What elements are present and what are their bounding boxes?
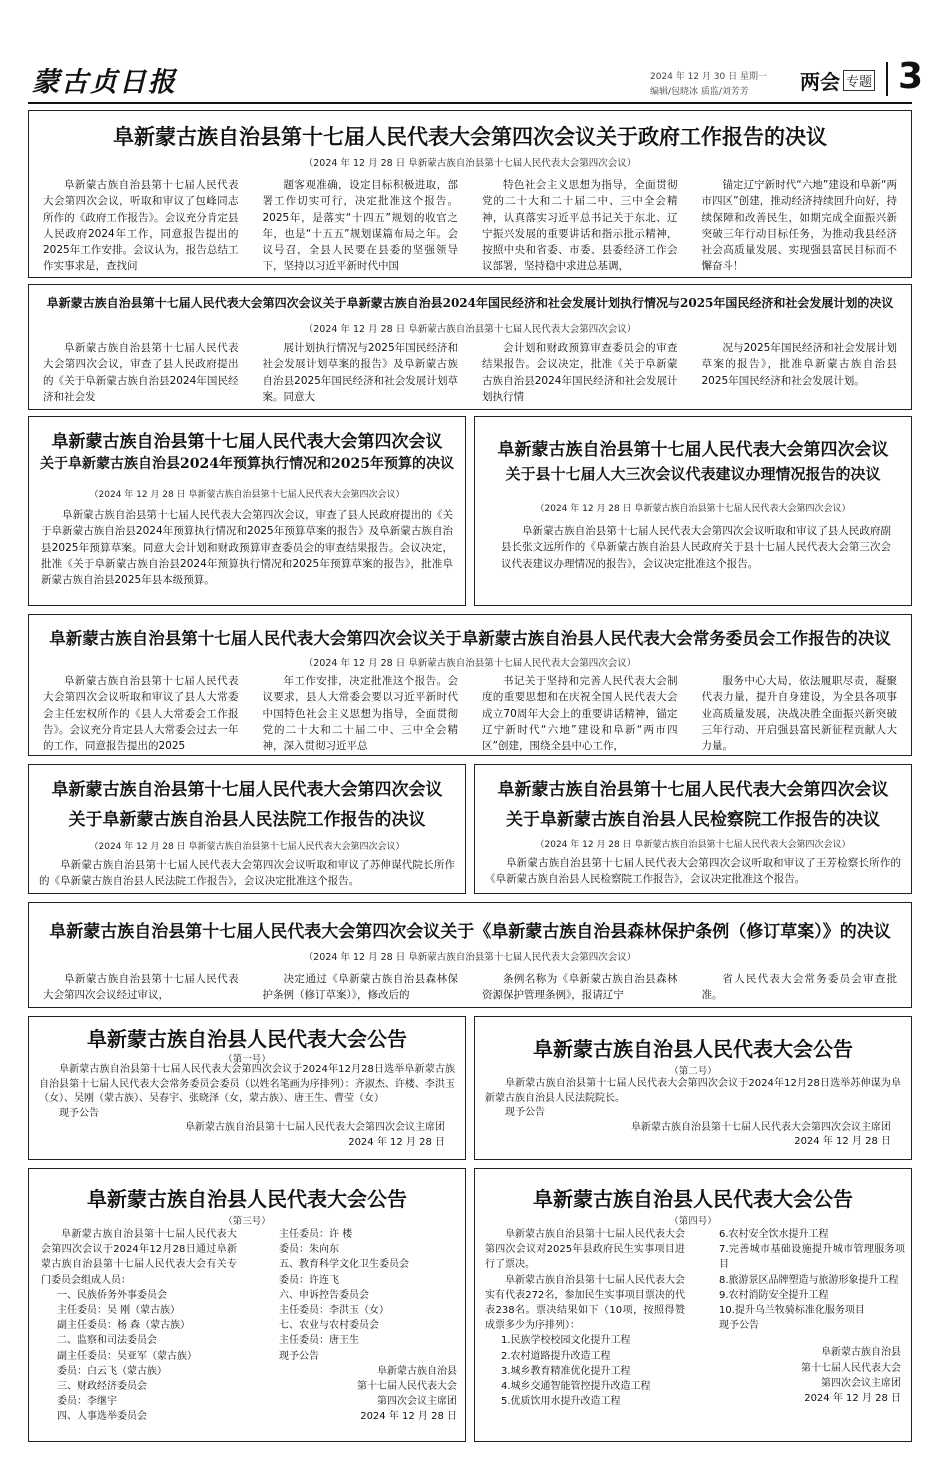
notice-signature: 第四次会议主席团: [821, 1377, 901, 1389]
article-standing-committee: [28, 614, 912, 756]
article-title-line2: 关于县十七届人大三次会议代表建议办理情况报告的决议: [505, 465, 881, 483]
article-title: 阜新蒙古族自治县第十七届人民代表大会第四次会议关于政府工作报告的决议: [113, 124, 827, 149]
committee-line: 委员：许连飞: [279, 1274, 339, 1286]
article-title: 阜新蒙古族自治县第十七届人民代表大会第四次会议关于阜新蒙古族自治县2024年国民经济和社会发展计划执行情况与2025年国民经济和社会发展计划的决议: [46, 296, 894, 310]
body-column: 阜新蒙古族自治县第十七届人民代表大会第四次会议，审查了县人民政府提出的《关于阜新蒙古族自治县2024年国民经济和社会发: [43, 342, 239, 403]
notice-body: [485, 1077, 901, 1150]
notice-text: 阜新蒙古族自治县第十七届人民代表大会第四次会议对2025年县政府民生实事项目进行了票决。: [485, 1229, 685, 1271]
project-item: 2.农村道路提升改造工程: [501, 1350, 611, 1362]
article-title-line1: 阜新蒙古族自治县第十七届人民代表大会第四次会议: [51, 432, 443, 452]
notice-4: [474, 1168, 912, 1442]
body-column: 决定通过《阜新蒙古族自治县森林保护条例（修订草案）》，修改后的: [262, 973, 458, 1002]
committee-line: 委员：李继宇: [57, 1396, 117, 1408]
article-body: [43, 673, 897, 754]
article-proposals: [474, 416, 912, 606]
notice-right-column: [703, 1227, 905, 1406]
project-item: 1.民族学校校园文化提升工程: [501, 1335, 631, 1347]
notice-title: 阜新蒙古族自治县人民代表大会公告: [533, 1037, 853, 1061]
article-title-line1: 阜新蒙古族自治县第十七届人民代表大会第四次会议: [497, 440, 889, 460]
notice-signature: 第四次会议主席团: [377, 1396, 457, 1408]
body-column: 条例名称为《阜新蒙古族自治县森林资源保护管理条例》，报请辽宁: [482, 973, 678, 1002]
project-item: 4.城乡交通智能管控提升改造工程: [501, 1381, 651, 1393]
notice-number: （第一号）: [223, 1054, 271, 1065]
article-body: 阜新蒙古族自治县第十七届人民代表大会第四次会议听取和审议了王芳检察长所作的《阜新蒙古族自治县人民检察院工作报告》，会议决定批准这个报告。: [485, 857, 901, 886]
article-economic-plan: [28, 284, 912, 410]
notice-date: 2024 年 12 月 28 日: [804, 1393, 901, 1405]
body-column: 题客观准确，设定目标积极进取，部署工作切实可行，决定批准这个报告。2025年，是落实“十四五”规划的收官之年，也是“十五五”规划谋篇布局之年。会议号召，全县人民要在县委的坚强领导下，坚持以习近平新时代中国: [262, 179, 458, 273]
notice-signature: 阜新蒙古族自治县第十七届人民代表大会第四次会议主席团: [631, 1121, 891, 1133]
notice-text: 阜新蒙古族自治县第十七届人民代表大会实有代表272名，参加民生实事项目票决的代表238名。票决结果如下（10项，按照得赞成票多少为序排列）：: [485, 1274, 685, 1332]
article-subtitle: （2024 年 12 月 28 日 阜新蒙古族自治县第十七届人民代表大会第四次会议）: [535, 504, 851, 514]
masthead-rule: [28, 102, 912, 104]
notice-left-column: [485, 1227, 685, 1409]
notice-signature: 第十七届人民代表大会: [801, 1362, 901, 1374]
issue-date: 2024 年 12 月 30 日 星期一: [650, 72, 767, 82]
article-forest-regulation: [28, 902, 912, 1008]
project-item: 8.旅游景区品牌塑造与旅游形象提升工程: [719, 1274, 899, 1286]
committee-line: 五、教育科学文化卫生委员会: [279, 1259, 409, 1271]
page-number: 3: [898, 56, 924, 97]
body-column: 展计划执行情况与2025年国民经济和社会发展计划草案的报告》及阜新蒙古族自治县2025年国民经济和社会发展计划草案。同意大: [262, 342, 458, 403]
body-column: 书记关于坚持和完善人民代表大会制度的重要思想和在庆祝全国人民代表大会成立70周年大会上的重要讲话精神，锚定辽宁新时代“六地”建设和阜新“两市四区”创建，围绕全县中心工作，: [482, 675, 678, 753]
body-column: 阜新蒙古族自治县第十七届人民代表大会第四次会议，听取和审议了包峰同志所作的《政府工作报告》。会议充分肯定县人民政府2024年工作，同意报告提出的2025年工作安排。会议认为，报告总结工作实事求是，查找问: [43, 179, 239, 273]
notice-left-column: [41, 1227, 237, 1425]
section-tag: 专题: [843, 70, 875, 91]
committee-line: 二、监察和司法委员会: [57, 1335, 157, 1347]
notice-signature: 第十七届人民代表大会: [357, 1381, 457, 1393]
notice-date: 2024 年 12 月 28 日: [348, 1136, 445, 1148]
editor-credit: 编辑/包晓冰 质监/刘芳芳: [650, 87, 749, 97]
committee-line: 委员：朱向东: [279, 1244, 339, 1256]
body-column: 年工作安排，决定批准这个报告。会议要求，县人大常委会要以习近平新时代中国特色社会主义思想为指导，全面贯彻党的二十大和二十届二中、三中全会精神，深入贯彻习近平总: [262, 675, 458, 753]
notice-signature: 阜新蒙古族自治县: [821, 1347, 901, 1359]
notice-closing: 现予公告: [505, 1107, 545, 1118]
notice-closing: 现予公告: [59, 1107, 99, 1119]
masthead: [30, 56, 924, 104]
article-budget: [28, 416, 466, 606]
article-title: 阜新蒙古族自治县第十七届人民代表大会第四次会议关于阜新蒙古族自治县人民代表大会常务委员会工作报告的决议: [49, 629, 891, 648]
project-item: 6.农村安全饮水提升工程: [719, 1229, 829, 1240]
committee-line: 主任委员：许 楼: [279, 1229, 353, 1240]
article-title-line2: 关于阜新蒙古族自治县人民检察院工作报告的决议: [506, 810, 880, 830]
article-body: 阜新蒙古族自治县第十七届人民代表大会第四次会议听取和审议了县人民政府副县长张文远所作的《阜新蒙古族自治县人民政府关于县十七届人民代表大会第三次会议代表建议办理情况的报告》，会议决定批准这个报告。: [501, 525, 891, 570]
notice-closing: 现予公告: [279, 1350, 319, 1362]
notice-text: 阜新蒙古族自治县第十七届人民代表大会第四次会议于2024年12月28日选举阜新蒙古族自治县第十七届人民代表大会常务委员会委员（以姓名笔画为序排列）：齐淑杰、许楼、李洪玉（女）、吴刚（蒙古族）、吴春宇、张晓泽（女，蒙古族）、唐王生、曹莹（女）: [39, 1064, 455, 1104]
article-title-line2: 关于阜新蒙古族自治县人民法院工作报告的决议: [68, 810, 426, 830]
article-title-line2: 关于阜新蒙古族自治县2024年预算执行情况和2025年预算的决议: [40, 456, 454, 472]
project-item: 7.完善城市基础设施提升城市管理服务项目: [719, 1244, 905, 1271]
committee-line: 三、财政经济委员会: [57, 1381, 147, 1393]
notice-text: 阜新蒙古族自治县第十七届人民代表大会第四次会议于2024年12月28日选举苏伸谋为阜新蒙古族自治县人民法院院长。: [485, 1078, 901, 1104]
article-subtitle: （2024 年 12 月 28 日 阜新蒙古族自治县第十七届人民代表大会第四次会议）: [535, 840, 851, 850]
project-item: 9.农村消防安全提升工程: [719, 1289, 829, 1301]
notice-date: 2024 年 12 月 28 日: [794, 1136, 891, 1147]
article-body: 阜新蒙古族自治县第十七届人民代表大会第四次会议听取和审议了苏伸谋代院长所作的《阜新蒙古族自治县人民法院工作报告》，会议决定批准这个报告。: [39, 859, 455, 888]
article-subtitle: （2024 年 12 月 28 日 阜新蒙古族自治县第十七届人民代表大会第四次会议）: [303, 324, 637, 335]
article-body: [43, 177, 897, 275]
article-subtitle: （2024 年 12 月 28 日 阜新蒙古族自治县第十七届人民代表大会第四次会议）: [89, 490, 405, 500]
notice-3: [28, 1168, 466, 1442]
project-item: 5.优质饮用水提升改造工程: [501, 1396, 621, 1408]
committee-line: 主任委员：唐王生: [279, 1335, 359, 1347]
notice-body: [39, 1063, 455, 1150]
notice-2: [474, 1016, 912, 1160]
committee-line: 副主任委员：吴亚军（蒙古族）: [57, 1350, 197, 1362]
article-subtitle: （2024 年 12 月 28 日 阜新蒙古族自治县第十七届人民代表大会第四次会议）: [303, 158, 637, 169]
committee-line: 委员：白云飞（蒙古族）: [57, 1365, 167, 1377]
article-gov-report: [28, 110, 912, 278]
body-column: 阜新蒙古族自治县第十七届人民代表大会第四次会议经过审议，: [43, 973, 239, 1002]
body-column: 服务中心大局，依法履职尽责，凝聚代表力量，提升自身建设，为全县各项事业高质量发展，决战决胜全面振兴新突破三年行动、开启强县富民新征程贡献人大力量。: [701, 675, 897, 753]
committee-line: 六、申诉控告委员会: [279, 1289, 369, 1301]
notice-number: （第二号）: [669, 1066, 717, 1077]
notice-title: 阜新蒙古族自治县人民代表大会公告: [87, 1187, 407, 1211]
committee-line: 主任委员：李洪玉（女）: [279, 1305, 389, 1317]
notice-signature: 阜新蒙古族自治县: [377, 1365, 457, 1377]
newspaper-logo: 蒙古贞日报: [32, 67, 177, 98]
article-title-line1: 阜新蒙古族自治县第十七届人民代表大会第四次会议: [497, 780, 889, 800]
section-title: [800, 66, 875, 95]
article-title: 阜新蒙古族自治县第十七届人民代表大会第四次会议关于《阜新蒙古族自治县森林保护条例（修订草案）》的决议: [49, 922, 891, 942]
notice-closing: 现予公告: [719, 1320, 759, 1332]
notice-number: （第三号）: [223, 1216, 271, 1227]
committee-line: 四、人事选举委员会: [57, 1411, 147, 1423]
body-column: 省人民代表大会常务委员会审查批准。: [701, 973, 897, 1002]
notice-intro: 阜新蒙古族自治县第十七届人民代表大会第四次会议于2024年12月28日通过阜新蒙古族自治县第十七届人民代表大会有关专门委员会组成人员：: [41, 1229, 237, 1286]
article-body: 阜新蒙古族自治县第十七届人民代表大会第四次会议，审查了县人民政府提出的《关于阜新蒙古族自治县2024年预算执行情况和2025年预算草案的报告》及阜新蒙古族自治县2025年预算草案。同意大会计划和财政预算审查委员会的审查结果报告。会议决定，批准《关于阜新蒙古族自治县2024年预算执行情况和2025年预算草案的报告》，批准阜新蒙古族自治县2025年县本级预算。: [41, 509, 453, 587]
body-column: 阜新蒙古族自治县第十七届人民代表大会第四次会议听取和审议了县人大常委会主任宏权所作的《县人大常委会工作报告》。会议充分肯定县人大常委会过去一年的工作，同意报告提出的2025: [43, 675, 239, 753]
article-subtitle: （2024 年 12 月 28 日 阜新蒙古族自治县第十七届人民代表大会第四次会议）: [89, 842, 405, 852]
article-title-line1: 阜新蒙古族自治县第十七届人民代表大会第四次会议: [51, 780, 443, 800]
notice-title: 阜新蒙古族自治县人民代表大会公告: [533, 1187, 853, 1211]
article-subtitle: （2024 年 12 月 28 日 阜新蒙古族自治县第十七届人民代表大会第四次会议）: [303, 952, 637, 963]
notice-title: 阜新蒙古族自治县人民代表大会公告: [87, 1027, 407, 1051]
article-body: [43, 971, 897, 1004]
committee-line: 七、农业与农村委员会: [279, 1320, 379, 1332]
notice-signature: 阜新蒙古族自治县第十七届人民代表大会第四次会议主席团: [185, 1122, 445, 1133]
committee-line: 一、民族侨务外事委员会: [57, 1289, 167, 1301]
article-procuratorate: [474, 764, 912, 894]
body-column: 锚定辽宁新时代“六地”建设和阜新“两市四区”创建，推动经济持续回升向好，持续保障和改善民生，如期完成全面振兴新突破三年行动目标任务，为推动我县经济社会高质量发展、实现强县富民目标而不懈奋斗！: [701, 179, 897, 273]
project-item: 3.城乡教育精准优化提升工程: [501, 1365, 631, 1377]
project-item: 10.提升乌兰牧骑标准化服务项目: [719, 1305, 865, 1317]
article-subtitle: （2024 年 12 月 28 日 阜新蒙古族自治县第十七届人民代表大会第四次会议）: [303, 658, 637, 669]
committee-line: 主任委员：吴 刚（蒙古族）: [57, 1305, 181, 1317]
article-court: [28, 764, 466, 894]
body-column: 特色社会主义思想为指导，全面贯彻党的二十大和二十届二中、三中全会精神，认真落实习近平总书记关于东北、辽宁振兴发展的重要讲话和指示批示精神，按照中央和省委、市委、县委经济工作会议部署，坚持稳中求进总基调，: [482, 179, 678, 273]
body-column: 会计划和财政预算审查委员会的审查结果报告。会议决定，批准《关于阜新蒙古族自治县2024年国民经济和社会发展计划执行情: [482, 342, 678, 403]
body-column: 况与2025年国民经济和社会发展计划草案的报告》，批准阜新蒙古族自治县2025年国民经济和社会发展计划。: [701, 342, 897, 387]
committee-line: 副主任委员：杨 森（蒙古族）: [57, 1320, 191, 1332]
notice-number: （第四号）: [669, 1216, 717, 1227]
masthead-divider: [886, 62, 888, 96]
section-label: 两会: [800, 70, 840, 94]
notice-date: 2024 年 12 月 28 日: [360, 1411, 457, 1423]
article-body: [43, 340, 897, 405]
notice-right-column: [279, 1227, 461, 1425]
notice-1: [28, 1016, 466, 1160]
